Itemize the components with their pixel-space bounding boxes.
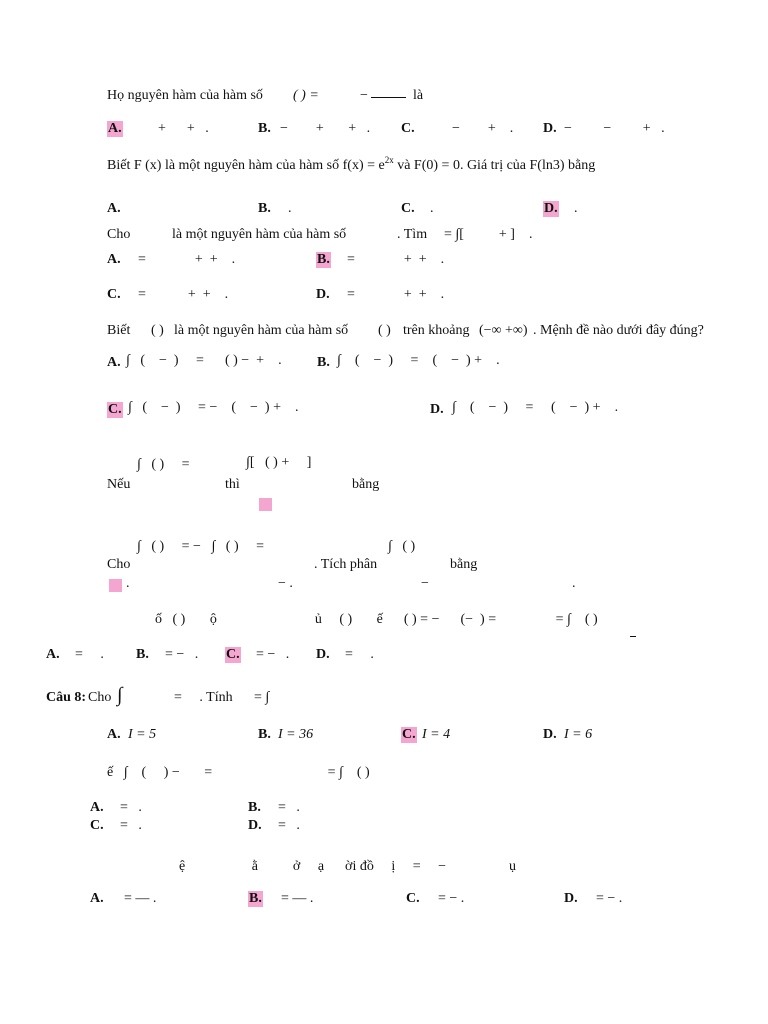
q7-stem: ố ( ) ộ ủ ( ) ế ( ) = − (− ) = = ∫ ( ) bbox=[155, 612, 598, 627]
q8-option-c-text: I = 4 bbox=[422, 727, 451, 742]
q8-option-b-text: I = 36 bbox=[278, 727, 314, 742]
q1-option-b-label[interactable]: B. bbox=[258, 121, 271, 136]
q4-biet: Biết bbox=[107, 323, 131, 338]
q3-tim: . Tìm bbox=[397, 227, 428, 242]
q9-option-b-label[interactable]: B. bbox=[248, 800, 261, 815]
q1-option-b-text: − + + . bbox=[280, 121, 371, 136]
q9-option-a-label[interactable]: A. bbox=[90, 800, 104, 815]
q9-option-d-text: = . bbox=[278, 818, 300, 833]
q6-option-c-text: − bbox=[421, 576, 429, 591]
q4-option-c-text: ∫ ( − ) = − ( − ) + . bbox=[128, 400, 299, 415]
q6-cho: Cho bbox=[107, 557, 131, 572]
q1-option-c-label[interactable]: C. bbox=[401, 121, 415, 136]
q4-stem-3: . Mệnh đề nào dưới đây đúng? bbox=[533, 323, 704, 338]
q10-stem: ệ ằ ở ạ ời đồ ị = − ụ bbox=[179, 859, 517, 874]
q10-option-d-label[interactable]: D. bbox=[564, 891, 578, 906]
q2-option-c-text: . bbox=[430, 201, 434, 216]
q8-label: Câu 8: bbox=[46, 690, 87, 705]
q9-stem: ế ∫ ( ) − = = ∫ ( ) bbox=[107, 765, 370, 780]
q7-option-a-label[interactable]: A. bbox=[46, 647, 60, 662]
q10-option-c-text: = − . bbox=[438, 891, 465, 906]
q1-option-d-text: − − + . bbox=[564, 121, 665, 136]
q8-integral: ∫ bbox=[117, 684, 123, 706]
q4-option-c-label[interactable]: C. bbox=[108, 402, 122, 417]
q3-option-a-text: = + + . bbox=[138, 252, 236, 267]
q6-option-a-text: . bbox=[126, 576, 130, 591]
q4-option-a-text: ∫ ( − ) = ( ) − + . bbox=[126, 353, 282, 368]
q10-option-a-label[interactable]: A. bbox=[90, 891, 104, 906]
q5-answer-highlight[interactable] bbox=[259, 498, 272, 511]
q3-expression: = ∫[ + ] . bbox=[444, 227, 533, 242]
q6-option-b-text: − . bbox=[278, 576, 293, 591]
q6-bang: bằng bbox=[450, 557, 478, 572]
q9-option-a-text: = . bbox=[120, 800, 142, 815]
q2-option-b-text: . bbox=[288, 201, 292, 216]
q5-integral-2: ∫[ ( ) + ] bbox=[246, 455, 312, 470]
q10-option-b-text: = — . bbox=[281, 891, 314, 906]
q7-option-c-text: = − . bbox=[256, 647, 290, 662]
q4-option-b-text: ∫ ( − ) = ( − ) + . bbox=[337, 353, 500, 368]
q6-tich-phan: . Tích phân bbox=[314, 557, 378, 572]
q4-interval: (−∞ +∞) bbox=[479, 323, 528, 338]
q6-answer-highlight[interactable] bbox=[109, 579, 122, 592]
q2-option-a-label[interactable]: A. bbox=[107, 201, 121, 216]
q1-tail: là bbox=[413, 88, 424, 103]
q10-option-c-label[interactable]: C. bbox=[406, 891, 420, 906]
q3-option-c-text: = + + . bbox=[138, 287, 229, 302]
q1-option-c-text: − + . bbox=[452, 121, 514, 136]
q8-option-d-text: I = 6 bbox=[564, 727, 593, 742]
q7-option-b-label[interactable]: B. bbox=[136, 647, 149, 662]
q3-cho: Cho bbox=[107, 227, 131, 242]
q7-option-d-label[interactable]: D. bbox=[316, 647, 330, 662]
q7-option-a-text: = . bbox=[75, 647, 104, 662]
q1-option-a-label[interactable]: A. bbox=[108, 121, 122, 136]
q4-option-d-label[interactable]: D. bbox=[430, 402, 444, 417]
q3-option-b-label[interactable]: B. bbox=[317, 252, 330, 267]
q7-option-d-text: = . bbox=[345, 647, 374, 662]
q9-option-d-label[interactable]: D. bbox=[248, 818, 262, 833]
q2-stem: Biết F (x) là một nguyên hàm của hàm số $f(x) = e^{2x}$ và F(0) = 0. Giá trị của F(ln3) bằng bbox=[107, 155, 596, 173]
q4-paren-2: ( ) bbox=[378, 323, 391, 338]
q5-thi: thì bbox=[225, 477, 240, 492]
q3-option-b-text: = + + . bbox=[347, 252, 445, 267]
q7-option-c-label[interactable]: C. bbox=[226, 647, 240, 662]
q1-option-a-text: + + . bbox=[158, 121, 209, 136]
q8-option-d-label[interactable]: D. bbox=[543, 727, 557, 742]
q1-option-d-label[interactable]: D. bbox=[543, 121, 557, 136]
q8-eq: = . Tính bbox=[174, 690, 233, 705]
q3-option-d-text: = + + . bbox=[347, 287, 445, 302]
q3-option-c-label[interactable]: C. bbox=[107, 287, 121, 302]
q6-integral-2: ∫ ( ) bbox=[388, 539, 416, 554]
q4-stem: là một nguyên hàm của hàm số bbox=[174, 323, 349, 338]
q3-option-d-label[interactable]: D. bbox=[316, 287, 330, 302]
q8-integral-2: = ∫ bbox=[254, 690, 270, 705]
q2-option-d-label[interactable]: D. bbox=[544, 201, 558, 216]
q4-paren-1: ( ) bbox=[151, 323, 164, 338]
q8-option-a-text: I = 5 bbox=[128, 727, 157, 742]
q1-stem: Họ nguyên hàm của hàm số bbox=[107, 88, 263, 103]
q5-neu: Nếu bbox=[107, 477, 131, 492]
q8-cho: Cho bbox=[88, 690, 112, 705]
q10-option-a-text: = — . bbox=[124, 891, 157, 906]
q3-stem: là một nguyên hàm của hàm số bbox=[172, 227, 347, 242]
q4-option-d-text: ∫ ( − ) = ( − ) + . bbox=[452, 400, 619, 415]
q5-bang: bằng bbox=[352, 477, 380, 492]
q4-stem-2: trên khoảng bbox=[403, 323, 470, 338]
q6-integrals: ∫ ( ) = − ∫ ( ) = bbox=[137, 539, 265, 554]
q1-fraction-bar bbox=[371, 97, 406, 98]
q1-function: ( ) = bbox=[293, 88, 319, 103]
q1-minus: − bbox=[360, 88, 368, 103]
q8-option-a-label[interactable]: A. bbox=[107, 727, 121, 742]
q8-option-b-label[interactable]: B. bbox=[258, 727, 271, 742]
q9-option-c-text: = . bbox=[120, 818, 142, 833]
q4-option-a-label[interactable]: A. bbox=[107, 355, 121, 370]
q2-option-d-text: . bbox=[574, 201, 578, 216]
q7-option-b-text: = − . bbox=[165, 647, 199, 662]
q9-option-b-text: = . bbox=[278, 800, 300, 815]
q4-option-b-label[interactable]: B. bbox=[317, 355, 330, 370]
q10-option-b-label[interactable]: B. bbox=[249, 891, 262, 906]
q2-option-b-label[interactable]: B. bbox=[258, 201, 271, 216]
q8-option-c-label[interactable]: C. bbox=[402, 727, 416, 742]
q10-option-d-text: = − . bbox=[596, 891, 623, 906]
q2-option-c-label[interactable]: C. bbox=[401, 201, 415, 216]
q7-limit-mark bbox=[630, 636, 636, 637]
q5-integral-1: ∫ ( ) = bbox=[137, 457, 190, 472]
q3-option-a-label[interactable]: A. bbox=[107, 252, 121, 267]
q9-option-c-label[interactable]: C. bbox=[90, 818, 104, 833]
q6-option-d-text: . bbox=[572, 576, 576, 591]
